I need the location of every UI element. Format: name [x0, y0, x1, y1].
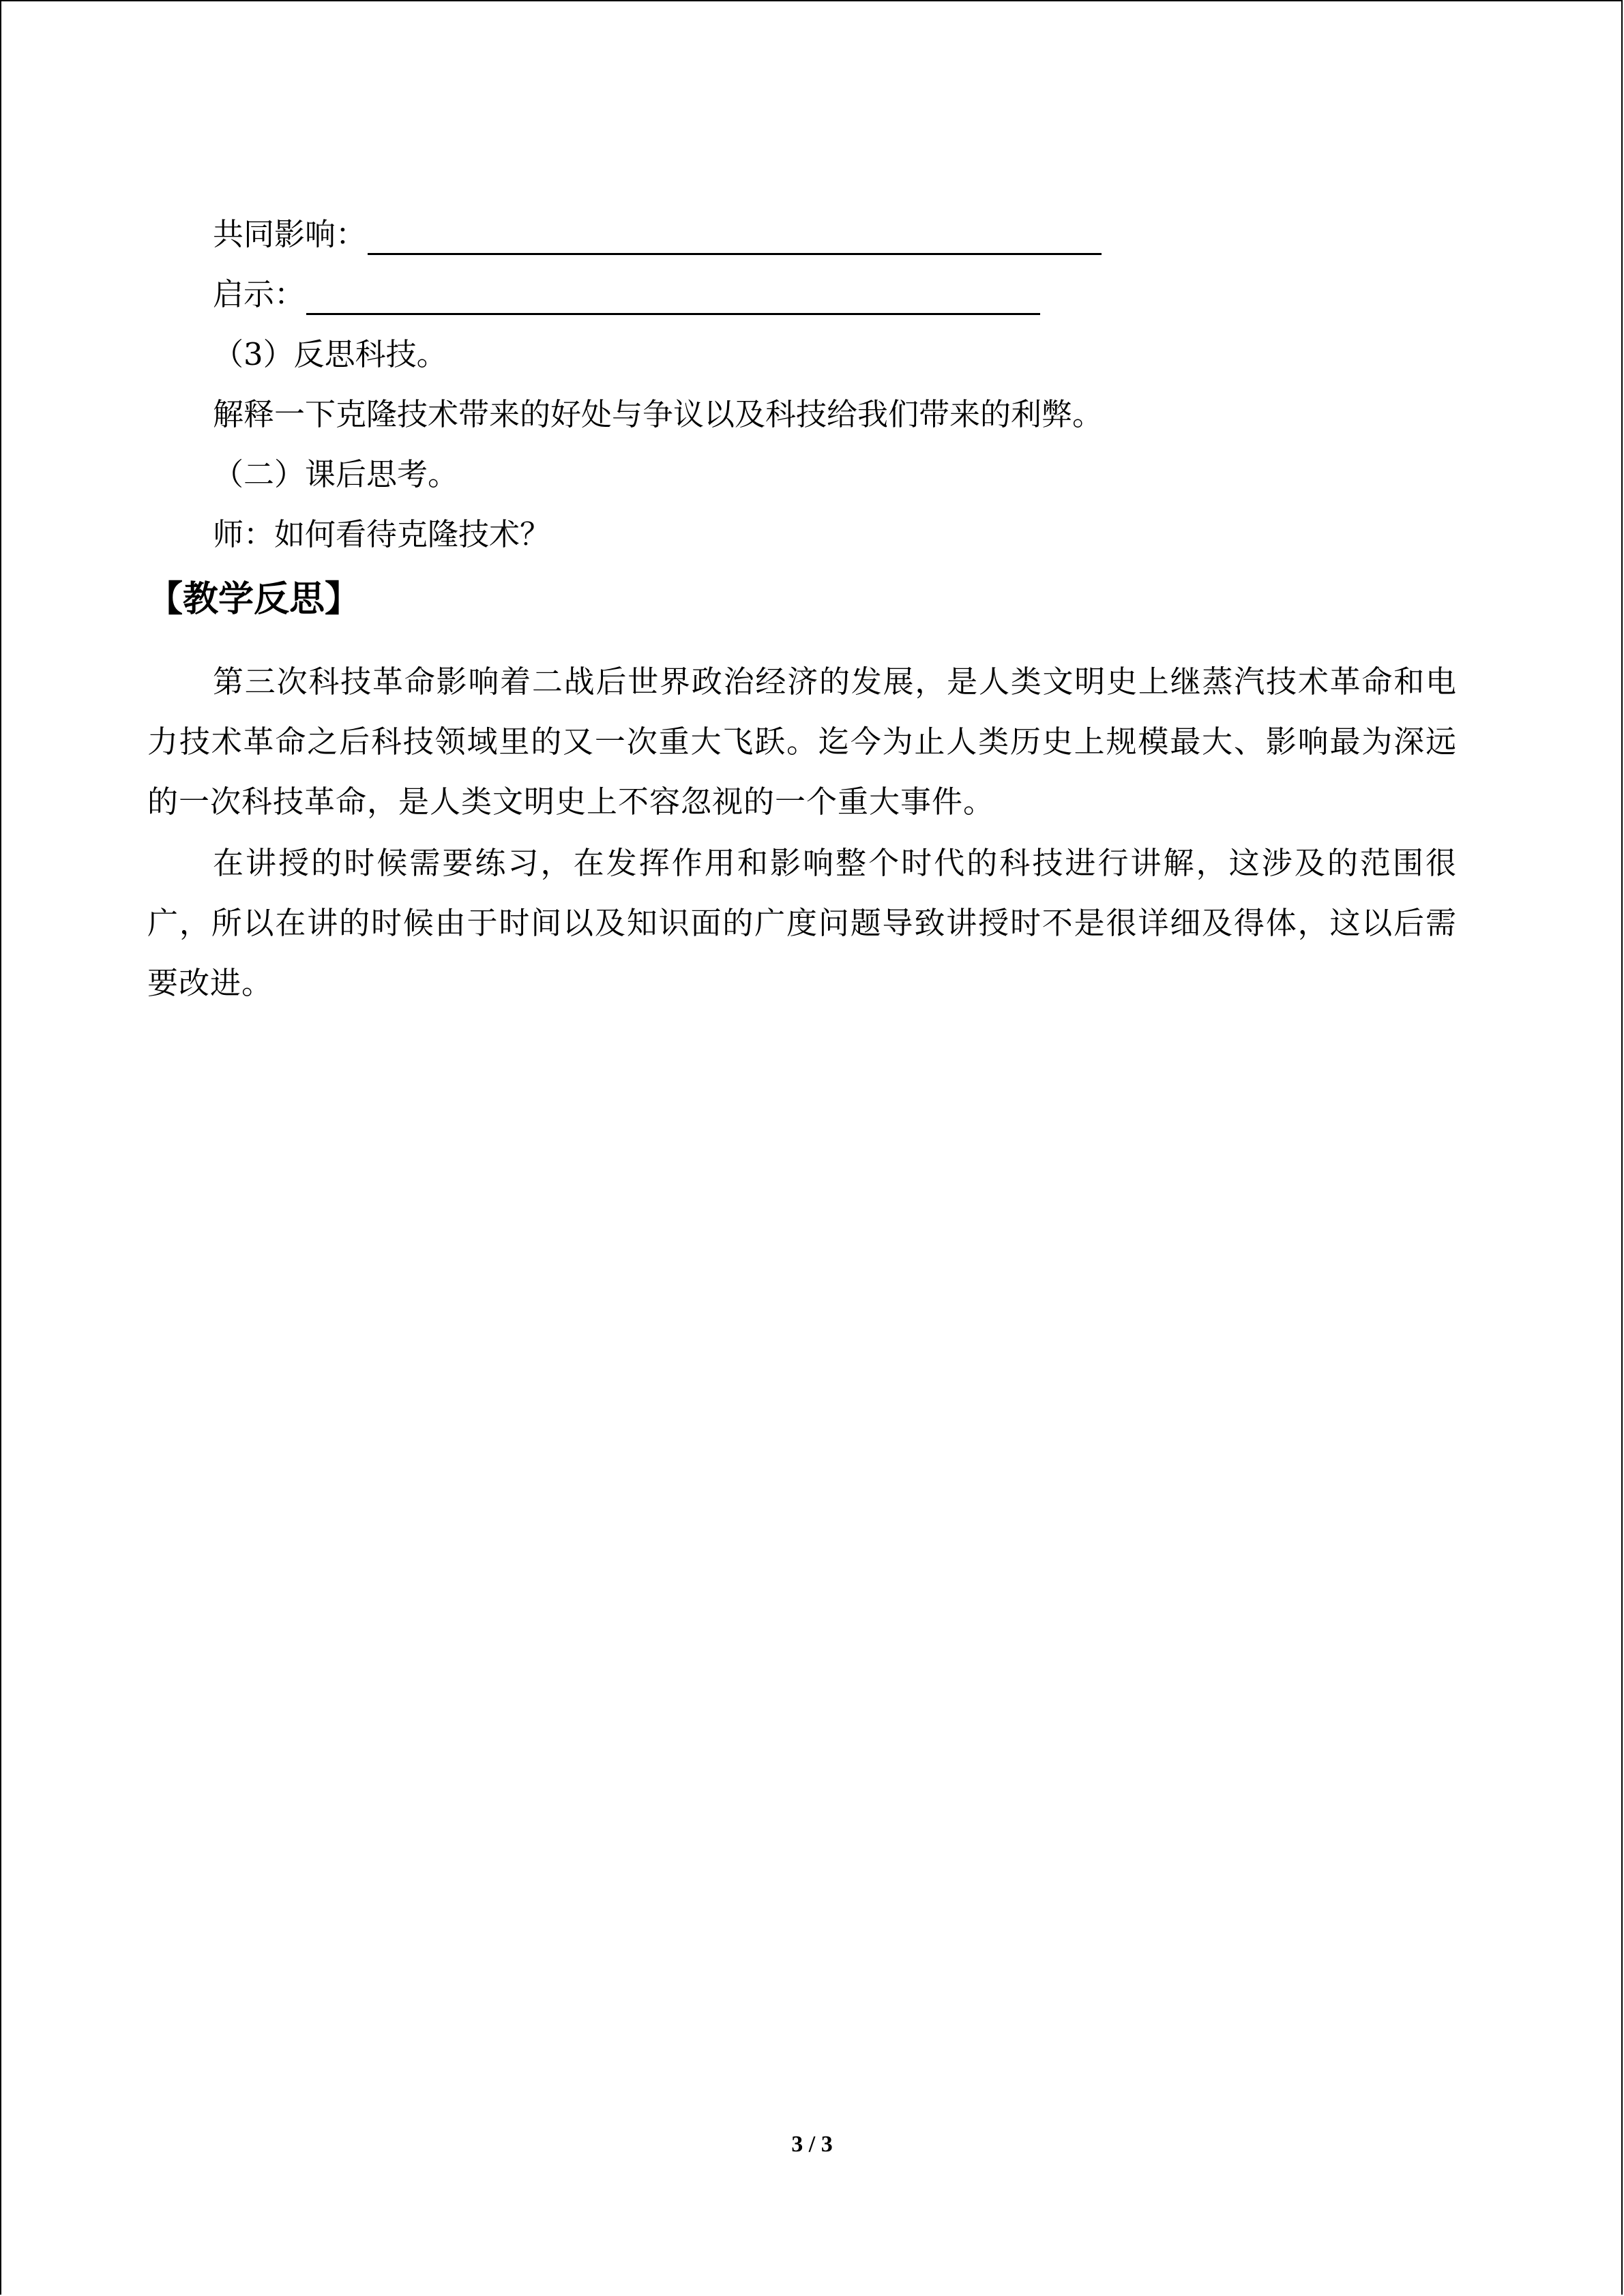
insight-label: 启示：: [213, 276, 306, 312]
insight-line: [213, 274, 1040, 315]
reflect-technology-item: （3）反思科技。: [213, 336, 447, 372]
teacher-question-text: 师：如何看待克隆技术？: [213, 516, 551, 552]
shared-impact-label: 共同影响：: [213, 216, 367, 252]
after-class-item: （二）课后思考。: [213, 456, 459, 492]
reflection-paragraph-2: 在讲授的时候需要练习，在发挥作用和影响整个时代的科技进行讲解，这涉及的范围很广，所以在讲的时候由于时间以及知识面的广度问题导致讲授时不是很详细及得体，这以后需要改进。: [147, 845, 1457, 1001]
insight-blank: [306, 280, 1040, 315]
cloning-explanation-text: 解释一下克隆技术带来的好处与争议以及科技给我们带来的利弊。: [213, 396, 1104, 432]
reflection-paragraph-1: 第三次科技革命影响着二战后世界政治经济的发展，是人类文明史上继蒸汽技术革命和电力技术革命之后科技领域里的又一次重大飞跃。迄今为止人类历史上规模最大、影响最为深远的一次科技革命，是人类文明史上不容忽视的一个重大事件。: [147, 664, 1457, 820]
shared-impact-blank: [368, 220, 1102, 255]
section-heading: 【教学反思】: [147, 579, 361, 620]
shared-impact-line: [213, 214, 1102, 255]
page-number: 3 / 3: [791, 2132, 833, 2157]
